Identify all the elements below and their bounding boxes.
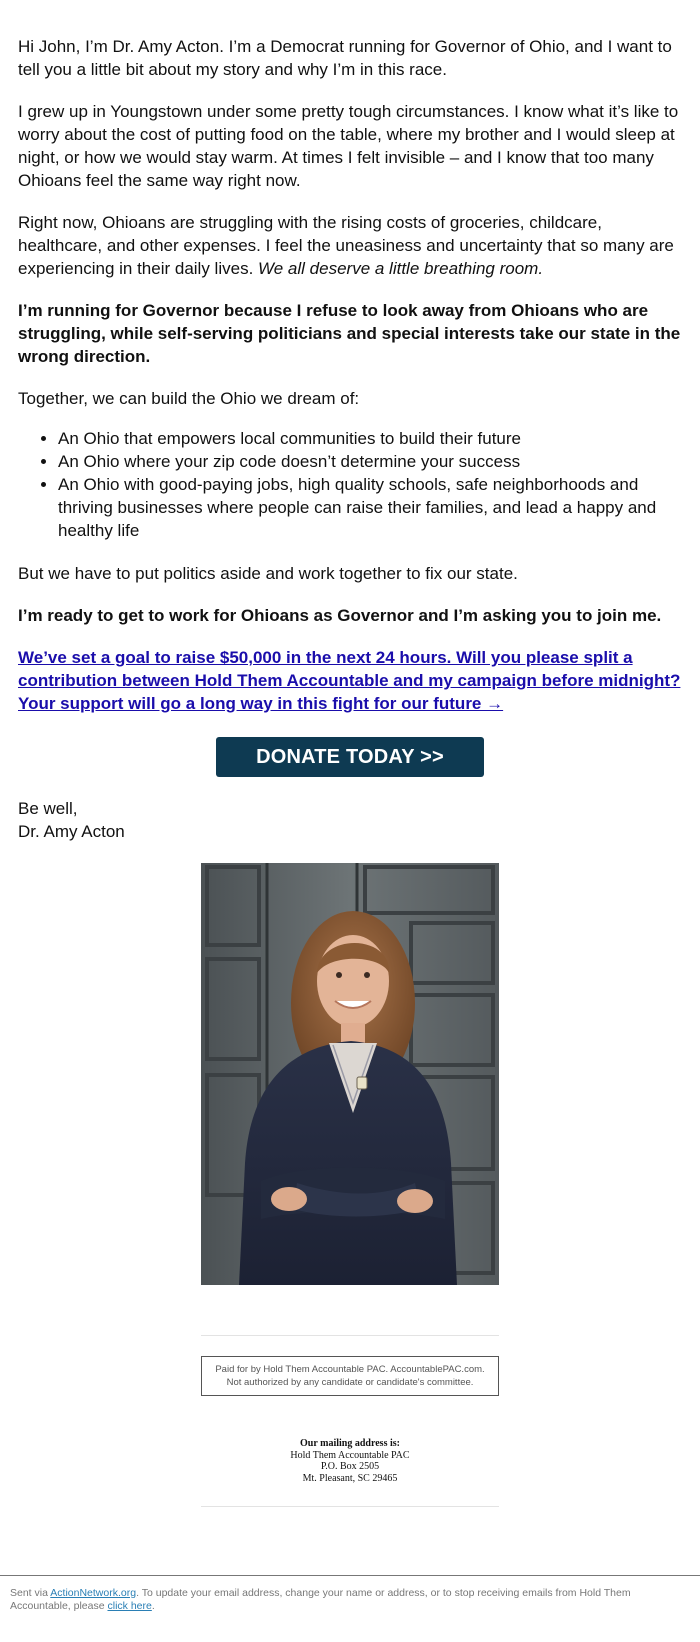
breathing-room-italic: We all deserve a little breathing room.: [258, 259, 544, 278]
struggles-paragraph: [18, 211, 682, 280]
sent-via-text: . To update your email address, change your name or address, or to stop receiving emails from Hold Them Accountable, please: [10, 1587, 631, 1612]
list-item: • An Ohio that empowers local communities to build their future: [58, 427, 682, 450]
mailing-address: [201, 1438, 499, 1484]
donate-button-container: [18, 737, 682, 777]
running-statement: I’m running for Governor because I refuse to look away from Ohioans who are struggling, while self-serving politicians and special interests take our state in the wrong direction.: [18, 301, 681, 366]
paid-for-disclaimer: Paid for by Hold Them Accountable PAC. AccountablePAC.com. Not authorized by any candidate or candidate's committee.: [201, 1356, 499, 1396]
unsubscribe-link[interactable]: click here: [107, 1600, 152, 1612]
mailing-box: P.O. Box 2505: [320, 1461, 380, 1472]
photo-container: [18, 863, 682, 1285]
donate-link[interactable]: We’ve set a goal to raise $50,000 in the next 24 hours. Will you please split a contribution between Hold Them Accountable and my campaign before midnight? Your support will go a long way in this fight for our future →: [18, 648, 681, 713]
mailing-city: Mt. Pleasant, SC 29465: [302, 1472, 398, 1484]
candidate-photo: [201, 863, 499, 1285]
struggles-text: Right now, Ohioans are struggling with the rising costs of groceries, childcare, healthcare, and other expenses. I feel the uneasiness and uncertainty that so many are experiencing in their daily lives.: [18, 213, 674, 278]
footer-top-divider: [201, 1335, 499, 1336]
list-item: • An Ohio where your zip code doesn’t determine your success: [58, 450, 682, 473]
dream-list: [18, 427, 682, 542]
together-paragraph: Together, we can build the Ohio we dream of:: [18, 389, 360, 408]
footer-bottom-divider: [201, 1506, 499, 1507]
signoff-closing: Be well,: [18, 799, 78, 818]
sent-via-bar: [0, 1575, 700, 1613]
sent-via-suffix: .: [151, 1600, 155, 1612]
story-paragraph: I grew up in Youngstown under some pretty tough circumstances. I know what it’s like to worry about the cost of putting food on the table, where my brother and I would sleep at night, or how we would stay warm. At times I felt invisible – and I know that too many Ohioans feel the same way right now.: [18, 102, 679, 190]
mailing-heading: Our mailing address is:: [300, 1438, 400, 1449]
ready-statement: I’m ready to get to work for Ohioans as Governor and I’m asking you to join me.: [18, 606, 662, 625]
mailing-org: Hold Them Accountable PAC: [290, 1449, 410, 1461]
sent-via-prefix: Sent via: [10, 1587, 51, 1599]
politics-paragraph: But we have to put politics aside and work together to fix our state.: [18, 564, 518, 583]
list-item: • An Ohio with good-paying jobs, high quality schools, safe neighborhoods and thriving businesses where people can raise their families, and lead a happy and healthy life: [58, 473, 682, 542]
greeting-paragraph: Hi John, I’m Dr. Amy Acton. I’m a Democrat running for Governor of Ohio, and I want to tell you a little bit about my story and why I’m in this race.: [18, 37, 672, 79]
signoff-signature: Dr. Amy Acton: [18, 822, 125, 841]
donate-today-button[interactable]: DONATE TODAY >>: [216, 737, 484, 777]
actionnetwork-link[interactable]: ActionNetwork.org: [50, 1587, 137, 1599]
footer-block: [201, 1335, 499, 1507]
signoff: [18, 797, 682, 843]
